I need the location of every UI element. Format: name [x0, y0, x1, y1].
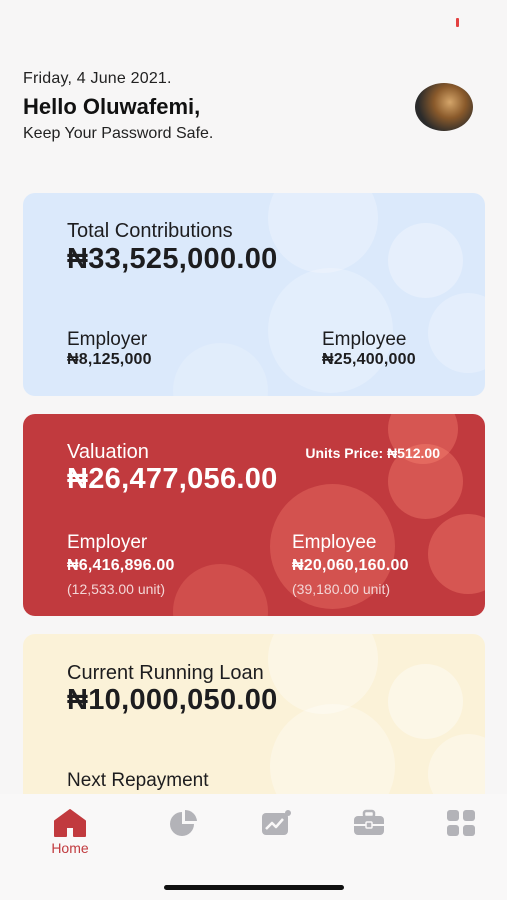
employee-label: Employee	[322, 329, 407, 350]
greeting-title: Hello Oluwafemi,	[23, 94, 201, 119]
total-contributions-card[interactable]	[23, 193, 485, 396]
next-repayment-label: Next Repayment	[67, 770, 209, 791]
employer-value: ₦8,125,000	[67, 351, 152, 368]
employer-label: Employer	[67, 329, 148, 350]
tab-portfolio[interactable]	[154, 808, 214, 856]
decor-bubble	[173, 564, 268, 616]
grid-menu-icon	[444, 808, 478, 838]
current-date: Friday, 4 June 2021.	[23, 70, 172, 87]
decor-bubble	[428, 514, 485, 594]
decor-bubble	[388, 664, 463, 739]
card-title: Total Contributions	[67, 220, 233, 242]
loan-amount: ₦10,000,050.00	[67, 684, 278, 716]
briefcase-icon	[352, 808, 386, 838]
avatar[interactable]	[415, 83, 473, 131]
growth-chart-icon	[259, 808, 293, 838]
tab-home[interactable]	[40, 808, 100, 856]
decor-bubble	[270, 704, 395, 794]
employee-value: ₦20,060,160.00	[292, 557, 409, 574]
current-loan-card[interactable]	[23, 634, 485, 794]
valuation-amount: ₦26,477,056.00	[67, 463, 278, 495]
bottom-tab-bar	[0, 794, 507, 900]
home-icon	[52, 808, 88, 838]
decor-bubble	[428, 734, 485, 794]
employer-units: (12,533.00 unit)	[67, 581, 166, 597]
decor-bubble	[268, 634, 378, 714]
employee-value: ₦25,400,000	[322, 351, 416, 368]
decor-bubble	[428, 293, 485, 373]
status-bar	[0, 0, 507, 44]
tab-menu[interactable]	[431, 808, 491, 856]
greeting-tagline: Keep Your Password Safe.	[23, 125, 214, 142]
total-contributions-amount: ₦33,525,000.00	[67, 243, 278, 275]
home-indicator[interactable]	[164, 885, 344, 890]
employer-value: ₦6,416,896.00	[67, 557, 175, 574]
tab-services[interactable]	[339, 808, 399, 856]
decor-bubble	[173, 343, 268, 396]
decor-bubble	[268, 193, 378, 273]
card-title: Current Running Loan	[67, 662, 264, 684]
pie-chart-icon	[167, 808, 201, 838]
tab-growth[interactable]	[246, 808, 306, 856]
valuation-card[interactable]	[23, 414, 485, 616]
employee-units: (39,180.00 unit)	[292, 581, 391, 597]
battery-icon	[456, 18, 459, 27]
decor-bubble	[388, 223, 463, 298]
units-price: Units Price: ₦512.00	[305, 445, 440, 461]
employer-label: Employer	[67, 532, 148, 553]
card-title: Valuation	[67, 441, 149, 463]
tab-home-label: Home	[51, 840, 89, 856]
employee-label: Employee	[292, 532, 377, 553]
